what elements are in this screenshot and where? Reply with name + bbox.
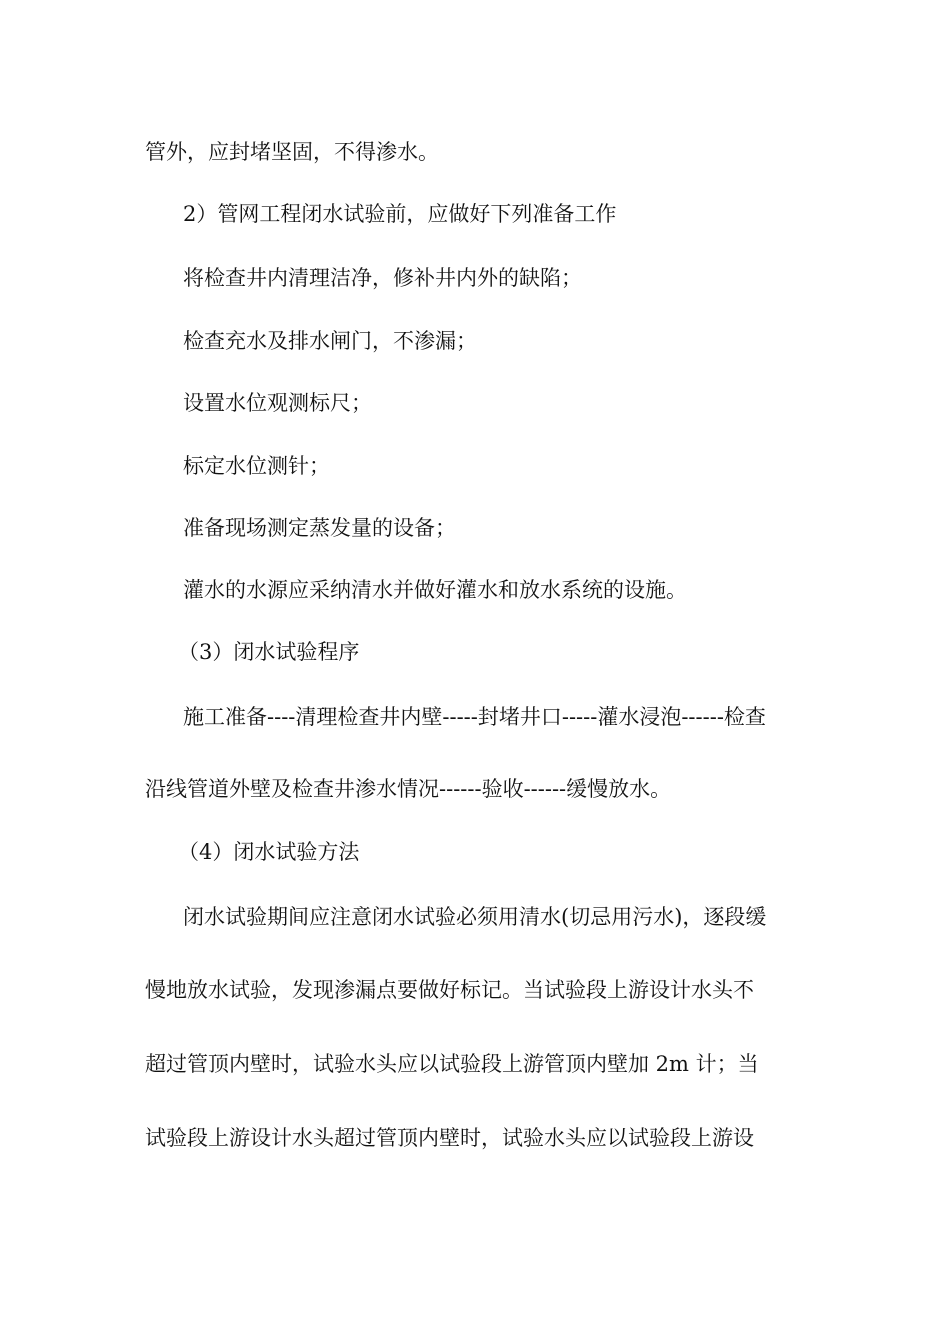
section-heading-3: （3）闭水试验程序 xyxy=(178,640,360,664)
paragraph-line-2: 2）管网工程闭水试验前，应做好下列准备工作 xyxy=(183,202,617,226)
paragraph-line-6: 标定水位测针； xyxy=(183,454,330,478)
paragraph-line-11: 沿线管道外壁及检查井渗水情况------验收------缓慢放水。 xyxy=(145,777,672,801)
paragraph-line-7: 准备现场测定蒸发量的设备； xyxy=(183,516,456,540)
paragraph-line-14: 慢地放水试验，发现渗漏点要做好标记。当试验段上游设计水头不 xyxy=(145,978,754,1002)
paragraph-line-5: 设置水位观测标尺； xyxy=(183,391,372,415)
paragraph-line-16: 试验段上游设计水头超过管顶内壁时，试验水头应以试验段上游设 xyxy=(145,1126,754,1150)
paragraph-line-8: 灌水的水源应采纳清水并做好灌水和放水系统的设施。 xyxy=(183,578,687,602)
paragraph-line-1: 管外，应封堵坚固，不得渗水。 xyxy=(145,140,439,164)
paragraph-line-4: 检查充水及排水闸门，不渗漏； xyxy=(183,329,477,353)
paragraph-line-3: 将检查井内清理洁净，修补井内外的缺陷； xyxy=(183,266,582,290)
paragraph-line-15: 超过管顶内壁时，试验水头应以试验段上游管顶内壁加 2m 计；当 xyxy=(145,1052,759,1076)
section-heading-4: （4）闭水试验方法 xyxy=(178,840,360,864)
paragraph-line-13: 闭水试验期间应注意闭水试验必须用清水(切忌用污水)，逐段缓 xyxy=(183,905,767,929)
paragraph-line-10: 施工准备----清理检查井内壁-----封堵井口-----灌水浸泡------检查 xyxy=(183,705,766,729)
